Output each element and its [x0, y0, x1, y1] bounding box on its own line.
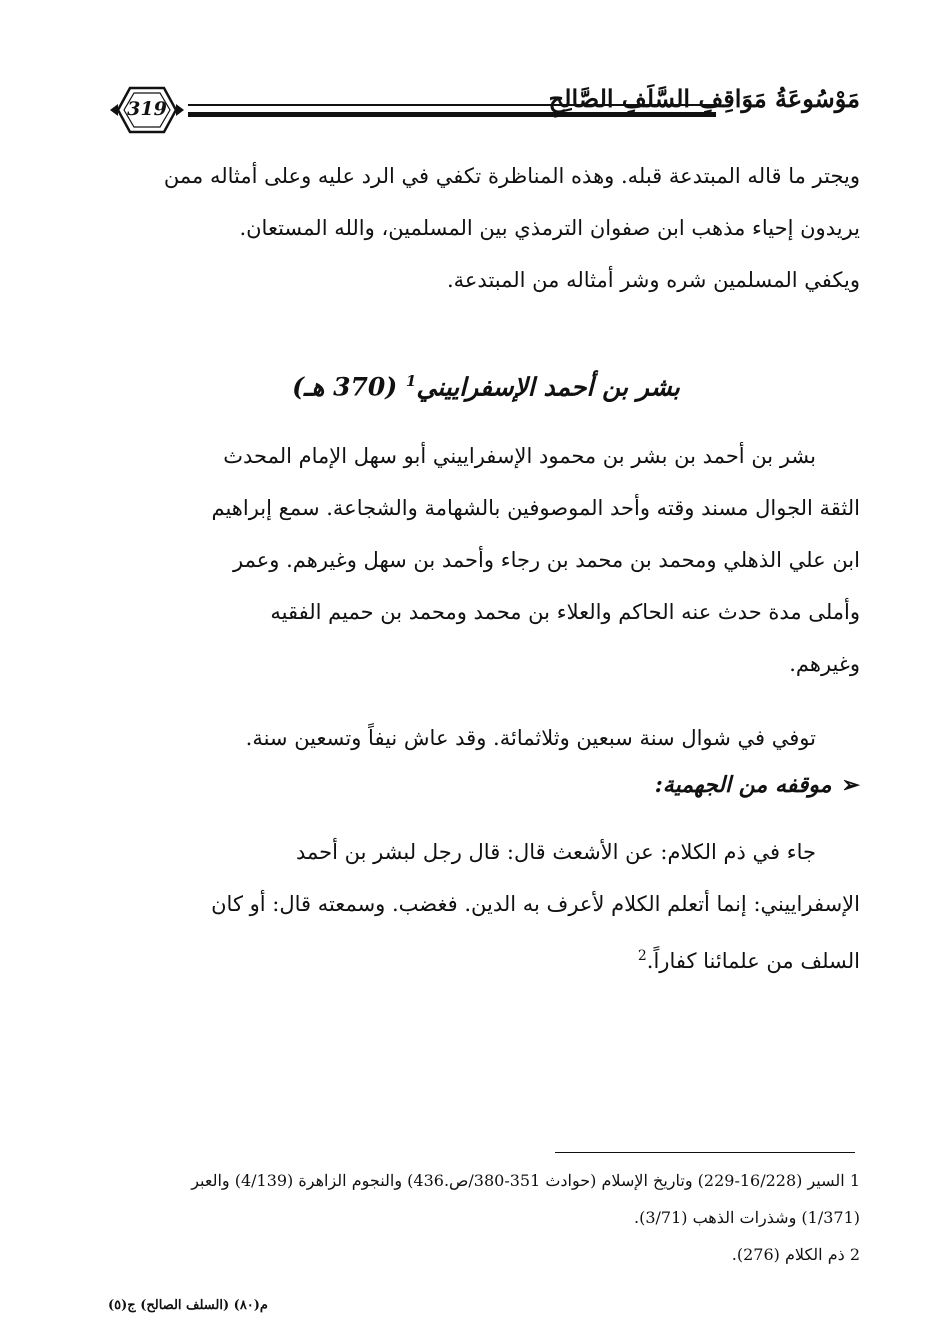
- stance-paragraph: [112, 826, 860, 987]
- section-heading-name: بشر بن أحمد الإسفراييني: [416, 372, 680, 402]
- footnote-line: 1 السير (16/228-229) وتاريخ الإسلام (حوادث 351-380/ص.436) والنجوم الزاهرة (4/139) والعبر: [191, 1171, 860, 1190]
- text-line: بشر بن أحمد بن بشر بن محمود الإسفراييني أبو سهل الإمام المحدث: [223, 444, 816, 468]
- text-line: الثقة الجوال مسند وقته وأحد الموصوفين بالشهامة والشجاعة. سمع إبراهيم: [211, 496, 860, 520]
- text-line: يريدون إحياء مذهب ابن صفوان الترمذي بين المسلمين، والله المستعان.: [239, 216, 860, 240]
- volume-mark: م(٨٠) (السلف الصالح) ج(٥): [108, 1298, 268, 1313]
- text-line: ويكفي المسلمين شره وشر أمثاله من المبتدعة.: [446, 268, 860, 292]
- text-line: الإسفراييني: إنما أتعلم الكلام لأعرف به الدين. فغضب. وسمعته قال: أو كان: [211, 892, 860, 916]
- subheading-text: موقفه من الجهمية:: [654, 772, 832, 798]
- footnote-ref: 2: [637, 948, 647, 964]
- page-number-badge: [108, 80, 186, 140]
- subheading: [112, 772, 860, 798]
- text-line: توفي في شوال سنة سبعين وثلاثمائة. وقد عاش نيفاً وتسعين سنة.: [245, 726, 816, 750]
- text-line: [112, 930, 860, 987]
- text-line-content: السلف من علمائنا كفاراً.: [646, 949, 860, 973]
- footnotes: [112, 1162, 860, 1273]
- text-line: جاء في ذم الكلام: عن الأشعث قال: قال رجل لبشر بن أحمد: [295, 840, 816, 864]
- death-paragraph: [112, 712, 860, 764]
- series-title: مَوْسُوعَةُ مَوَاقِفِ السَّلَفِ الصَّالِحِ: [548, 84, 860, 113]
- page-header: [108, 76, 860, 146]
- footnote-divider: [555, 1152, 855, 1153]
- arrow-icon: ➢: [841, 772, 860, 798]
- text-line: ابن علي الذهلي ومحمد بن محمد بن رجاء وأحمد بن سهل وغيرهم. وعمر: [233, 548, 860, 572]
- text-line: ويجتر ما قاله المبتدعة قبله. وهذه المناظرة تكفي في الرد عليه وعلى أمثاله ممن: [163, 164, 860, 188]
- intro-paragraph: [112, 150, 860, 306]
- section-heading: [112, 372, 860, 401]
- biography-paragraph: [112, 430, 860, 690]
- page-number: 319: [127, 98, 167, 120]
- footnote-line: (1/371) وشذرات الذهب (3/71).: [634, 1208, 860, 1227]
- footnote-line: 2 ذم الكلام (276).: [731, 1245, 860, 1264]
- footnote-ref: 1: [405, 372, 417, 390]
- text-line: وأملى مدة حدث عنه الحاكم والعلاء بن محمد ومحمد بن حميم الفقيه: [270, 600, 860, 624]
- text-line: وغيرهم.: [789, 652, 860, 676]
- section-heading-year: (370 هـ): [292, 372, 398, 402]
